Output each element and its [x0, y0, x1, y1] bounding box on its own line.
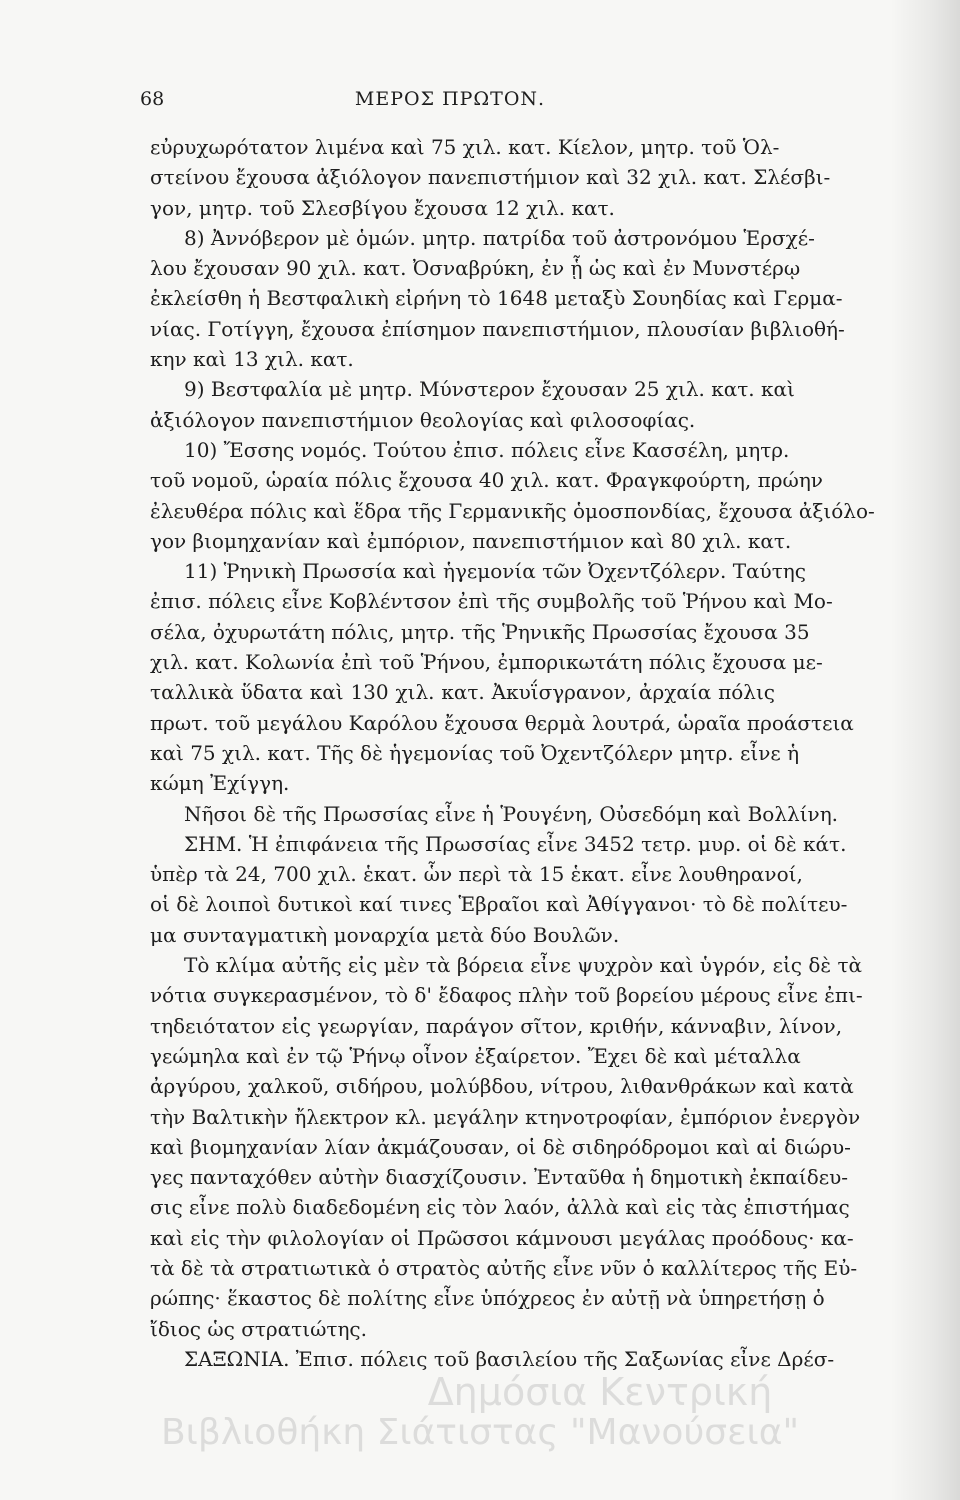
text-line: ἐπισ. πόλεις εἶνε Κοβλέντσον ἐπὶ τῆς συμβολῆς τοῦ Ῥήνου καὶ Μο- [150, 589, 833, 614]
text-line: 8) Ἀννόβερον μὲ ὁμών. μητρ. πατρίδα τοῦ ἀστρονόμου Ἑρσχέ- [184, 225, 815, 250]
text-line: τοῦ νομοῦ, ὡραία πόλις ἔχουσα 40 χιλ. κατ. Φραγκφούρτη, πρώην [150, 468, 823, 493]
page-header [140, 88, 760, 112]
text-line: καὶ βιομηχανίαν λίαν ἀκμάζουσαν, οἱ δὲ σιδηρόδρομοι καὶ αἱ διώρυ- [150, 1134, 851, 1159]
text-line: ἐκλείσθη ἡ Βεστφαλικὴ εἰρήνη τὸ 1648 μεταξὺ Σουηδίας καὶ Γερμα- [150, 286, 843, 311]
body-text [150, 132, 875, 1374]
library-watermark-line-1: Δημόσια Κεντρική [427, 1370, 773, 1414]
text-line: πρωτ. τοῦ μεγάλου Καρόλου ἔχουσα θερμὰ λουτρά, ὡραῖα προάστεια [150, 710, 854, 735]
text-line: εὐρυχωρότατον λιμένα καὶ 75 χιλ. κατ. Κίελον, μητρ. τοῦ Ὁλ- [150, 135, 780, 159]
text-line: σις εἶνε πολὺ διαδεδομένη εἰς τὸν λαόν, ἀλλὰ καὶ εἰς τὰς ἐπιστήμας [150, 1195, 850, 1220]
text-line: τὴν Βαλτικὴν ἤλεκτρον κλ. μεγάλην κτηνοτροφίαν, ἐμπόριον ἐνεργὸν [150, 1104, 861, 1129]
library-watermark-line-2: Βιβλιοθήκη Σιάτιστας "Μανούσεια" [160, 1412, 800, 1453]
text-line: γον, μητρ. τοῦ Σλεσβίγου ἔχουσα 12 χιλ. κατ. [150, 195, 615, 220]
text-line: χιλ. κατ. Κολωνία ἐπὶ τοῦ Ῥήνου, ἐμπορικωτάτη πόλις ἔχουσα με- [150, 650, 823, 675]
text-line: ἀξιόλογον πανεπιστήμιον θεολογίας καὶ φιλοσοφίας. [150, 407, 696, 432]
text-line: νότια συγκερασμένον, τὸ δ' ἔδαφος πλὴν τοῦ βορείου μέρους εἶνε ἐπι- [150, 983, 863, 1008]
text-line: 9) Βεστφαλία μὲ μητρ. Μύνστερον ἔχουσαν 25 χιλ. κατ. καὶ [184, 377, 795, 402]
text-line: καὶ εἰς τὴν φιλολογίαν οἱ Πρῶσσοι κάμνουσι μεγάλας προόδους· κα- [150, 1225, 854, 1250]
text-line: σέλα, ὀχυρωτάτη πόλις, μητρ. τῆς Ῥηνικῆς Πρωσσίας ἔχουσα 35 [150, 619, 810, 644]
text-line: ρώπης· ἕκαστος δὲ πολίτης εἶνε ὑπόχρεος ἐν αὐτῇ νὰ ὑπηρετήσῃ ὁ [150, 1286, 825, 1311]
page-number: 68 [140, 88, 165, 110]
text-line: στείνου ἔχουσα ἀξιόλογον πανεπιστήμιον καὶ 32 χιλ. κατ. Σλέσβι- [150, 165, 831, 190]
text-line: Νῆσοι δὲ τῆς Πρωσσίας εἶνε ἡ Ῥουγένη, Οὐσεδόμη καὶ Βολλίνη. [184, 801, 839, 826]
text-line: γες πανταχόθεν αὐτὴν διασχίζουσιν. Ἐνταῦθα ἡ δημοτικὴ ἐκπαίδευ- [150, 1165, 849, 1190]
text-line: 11) Ῥηνικὴ Πρωσσία καὶ ἡγεμονία τῶν Ὀχεντζόλερν. Ταύτης [184, 559, 806, 584]
text-line: 10) Ἔσσης νομός. Τούτου ἐπισ. πόλεις εἶνε Κασσέλη, μητρ. [184, 437, 790, 462]
text-line: καὶ 75 χιλ. κατ. Τῆς δὲ ἡγεμονίας τοῦ Ὀχεντζόλερν μητρ. εἶνε ἡ [150, 740, 800, 765]
text-line: ΣΑΞΩΝΙΑ. Ἐπισ. πόλεις τοῦ βασιλείου τῆς Σαξωνίας εἶνε Δρέσ- [184, 1346, 835, 1371]
text-line: ΣΗΜ. Ἡ ἐπιφάνεια τῆς Πρωσσίας εἶνε 3452 τετρ. μυρ. οἱ δὲ κάτ. [184, 831, 847, 856]
text-line: οἱ δὲ λοιποὶ δυτικοὶ καί τινες Ἑβραῖοι καὶ Ἀθίγγανοι· τὸ δὲ πολίτευ- [150, 892, 848, 917]
text-line: νίας. Γοτίγγη, ἔχουσα ἐπίσημον πανεπιστήμιον, πλουσίαν βιβλιοθή- [150, 316, 845, 341]
running-title: ΜΕΡΟΣ ΠΡΩΤΟΝ. [354, 88, 546, 110]
text-line: τηδειότατον εἰς γεωργίαν, παράγον σῖτον, κριθήν, κάνναβιν, λίνον, [150, 1013, 843, 1038]
text-line: τὰ δὲ τὰ στρατιωτικὰ ὁ στρατὸς αὐτῆς εἶνε νῦν ὁ καλλίτερος τῆς Εὐ- [150, 1255, 858, 1280]
text-line: κώμη Ἐχίγγη. [150, 771, 290, 796]
page-edge-shadow [890, 0, 960, 1500]
text-line: ἐλευθέρα πόλις καὶ ἕδρα τῆς Γερμανικῆς ὁμοσπονδίας, ἔχουσα ἀξιόλο- [150, 498, 875, 523]
text-line: ὑπὲρ τὰ 24, 700 χιλ. ἑκατ. ὧν περὶ τὰ 15 ἑκατ. εἶνε λουθηρανοί, [150, 862, 803, 887]
text-line: ἴδιος ὡς στρατιώτης. [150, 1316, 367, 1341]
text-line: κην καὶ 13 χιλ. κατ. [150, 347, 354, 372]
text-line: ταλλικὰ ὕδατα καὶ 130 χιλ. κατ. Ἀκυΐσγρανον, ἀρχαία πόλις [150, 680, 775, 705]
text-line: ἀργύρου, χαλκοῦ, σιδήρου, μολύβδου, νίτρου, λιθανθράκων καὶ κατὰ [150, 1074, 854, 1099]
text-line: μα συνταγματικὴ μοναρχία μετὰ δύο Βουλῶν. [150, 922, 620, 947]
text-line: Τὸ κλίμα αὐτῆς εἰς μὲν τὰ βόρεια εἶνε ψυχρὸν καὶ ὑγρόν, εἰς δὲ τὰ [184, 953, 863, 978]
text-line: γεώμηλα καὶ ἐν τῷ Ῥήνῳ οἶνον ἐξαίρετον. Ἔχει δὲ καὶ μέταλλα [150, 1043, 801, 1068]
text-line: λου ἔχουσαν 90 χιλ. κατ. Ὀσναβρύκη, ἐν ᾗ ὡς καὶ ἐν Μυνστέρῳ [150, 256, 801, 281]
text-line: γον βιομηχανίαν καὶ ἐμπόριον, πανεπιστήμιον καὶ 80 χιλ. κατ. [150, 528, 792, 553]
